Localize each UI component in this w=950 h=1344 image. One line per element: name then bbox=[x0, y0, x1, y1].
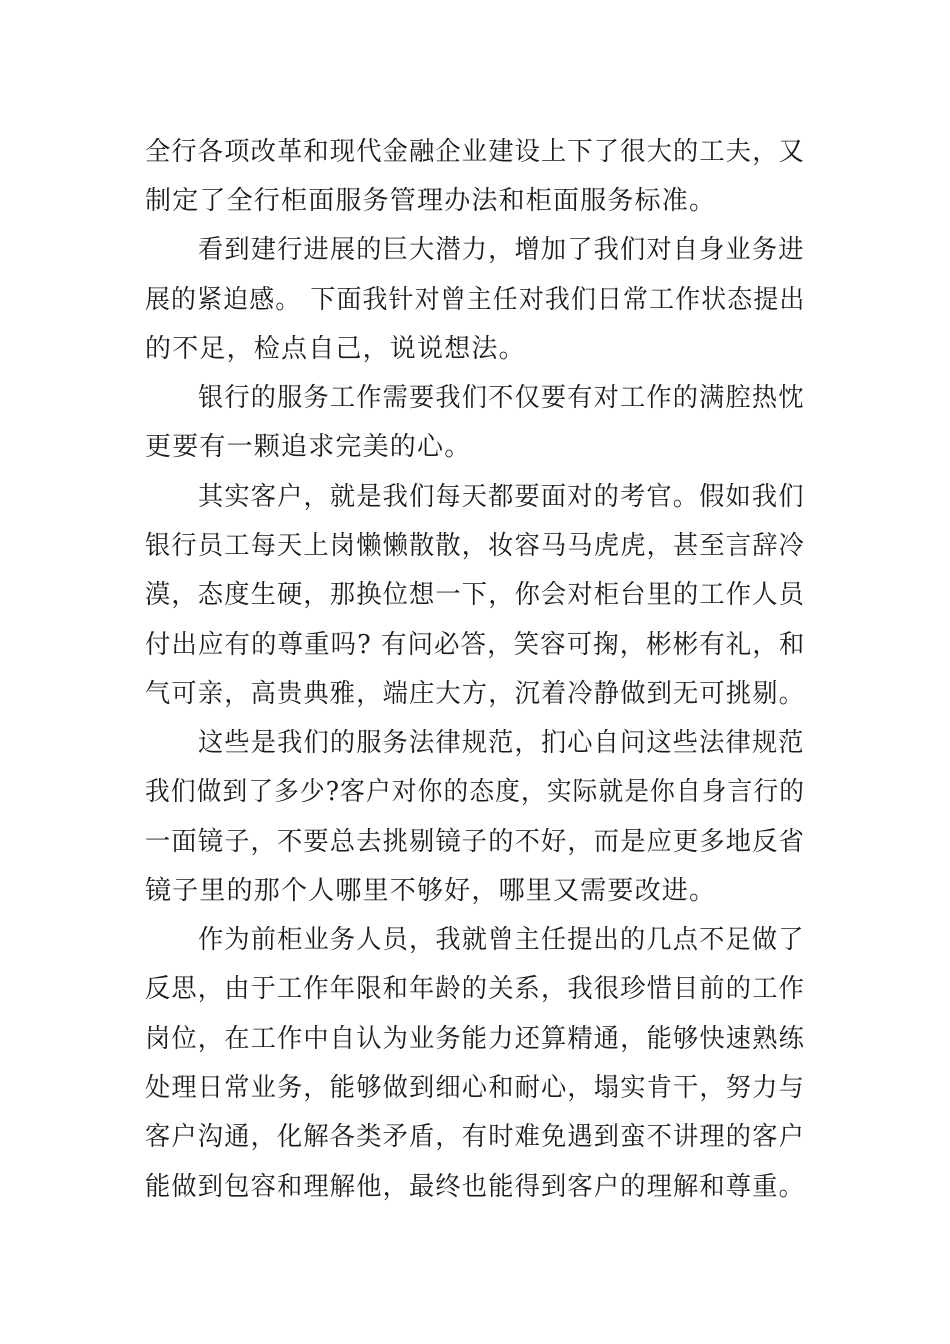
text-line: 一面镜子，不要总去挑剔镜子的不好，而是应更多地反省 bbox=[145, 827, 806, 857]
paragraph-start-line: 这些是我们的服务法律规范，扪心自问这些法律规范 bbox=[198, 728, 805, 758]
text-line: 岗位，在工作中自认为业务能力还算精通，能够快速熟练 bbox=[145, 1024, 806, 1054]
text-line: 的不足，检点自己，说说想法。 bbox=[145, 334, 526, 364]
text-line: 全行各项改革和现代金融企业建设上下了很大的工夫，又 bbox=[145, 137, 806, 167]
text-line: 气可亲，高贵典雅，端庄大方，沉着冷静做到无可挑剔。 bbox=[145, 679, 806, 709]
text-line: 能做到包容和理解他，最终也能得到客户的理解和尊重。 bbox=[145, 1172, 806, 1202]
text-line: 我们做到了多少?客户对你的态度，实际就是你自身言行的 bbox=[145, 777, 806, 807]
text-line: 漠，态度生硬，那换位想一下，你会对柜台里的工作人员 bbox=[145, 580, 806, 610]
text-line: 制定了全行柜面服务管理办法和柜面服务标准。 bbox=[145, 186, 717, 216]
text-line: 更要有一颗追求完美的心。 bbox=[145, 432, 472, 462]
text-line: 镜子里的那个人哪里不够好，哪里又需要改进。 bbox=[145, 876, 717, 906]
paragraph-start-line: 作为前柜业务人员，我就曾主任提出的几点不足做了 bbox=[198, 925, 805, 955]
paragraph-start-line: 看到建行进展的巨大潜力，增加了我们对自身业务进 bbox=[198, 235, 805, 265]
text-line: 客户沟通，化解各类矛盾，有时难免遇到蛮不讲理的客户 bbox=[145, 1122, 806, 1152]
text-line: 处理日常业务，能够做到细心和耐心，塌实肯干，努力与 bbox=[145, 1073, 806, 1103]
text-line: 反思，由于工作年限和年龄的关系，我很珍惜目前的工作 bbox=[145, 974, 806, 1004]
text-line: 银行员工每天上岗懒懒散散，妆容马马虎虎，甚至言辞冷 bbox=[145, 531, 806, 561]
paragraph-start-line: 其实客户，就是我们每天都要面对的考官。假如我们 bbox=[198, 482, 805, 512]
paragraph-start-line: 银行的服务工作需要我们不仅要有对工作的满腔热忱 bbox=[198, 383, 805, 413]
text-line: 展的紧迫感。 下面我针对曾主任对我们日常工作状态提出 bbox=[145, 285, 806, 315]
text-line: 付出应有的尊重吗? 有问必答，笑容可掬，彬彬有礼，和 bbox=[145, 630, 806, 660]
